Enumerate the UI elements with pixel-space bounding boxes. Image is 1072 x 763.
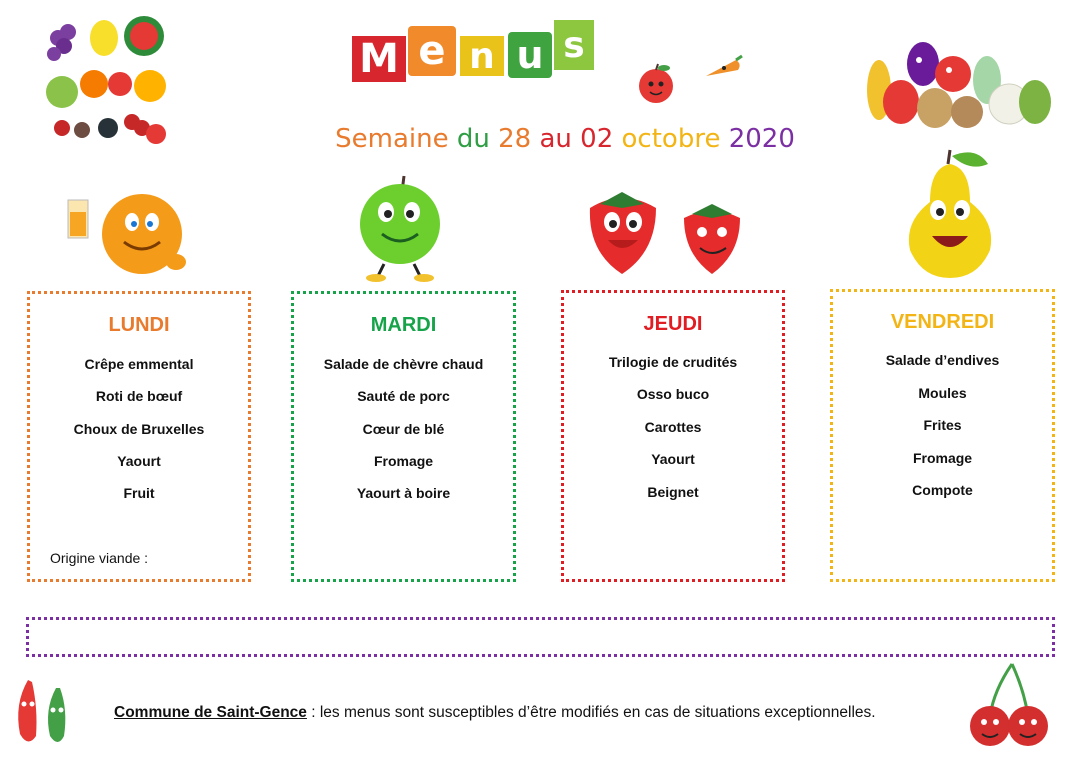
dish-item: Beignet xyxy=(647,484,699,500)
cherries-icon xyxy=(964,660,1060,752)
dish-item: Compote xyxy=(912,482,973,498)
dish-item: Fruit xyxy=(123,485,155,501)
title-letter-s: s xyxy=(554,20,594,70)
week-dates xyxy=(300,124,830,154)
dish-item: Salade d’endives xyxy=(885,352,1000,368)
dish-item: Roti de bœuf xyxy=(95,388,183,404)
dish-item: Choux de Bruxelles xyxy=(73,421,205,437)
dish-item: Fromage xyxy=(373,453,434,469)
dish-item: Moules xyxy=(918,385,967,401)
pear-mascot-icon xyxy=(900,146,1000,280)
dish-item: Cœur de blé xyxy=(362,421,445,437)
day-card-lundi xyxy=(27,291,251,582)
week-word-au: au xyxy=(539,124,572,154)
dish-item: Crêpe emmental xyxy=(84,356,194,372)
chili-peppers-icon xyxy=(10,674,82,750)
week-word-end-day: 02 xyxy=(580,124,614,154)
footer-text: : les menus sont susceptibles d’être modifiés en cas de situations exceptionnelles. xyxy=(306,704,876,721)
fruit-collage-icon xyxy=(38,10,168,145)
day-name: LUNDI xyxy=(108,314,170,336)
week-word-start-day: 28 xyxy=(498,124,532,154)
day-name: MARDI xyxy=(370,314,437,336)
dish-item: Osso buco xyxy=(636,386,710,402)
title-letter-u: u xyxy=(508,32,552,78)
dish-item: Carottes xyxy=(644,419,702,435)
week-word-du: du xyxy=(456,124,490,154)
origine-viande-label: Origine viande : xyxy=(50,550,149,566)
dish-item: Fromage xyxy=(912,450,973,466)
day-name: VENDREDI xyxy=(890,311,995,333)
title-letter-e: e xyxy=(408,26,456,76)
notes-box xyxy=(26,617,1055,657)
dish-item: Salade de chèvre chaud xyxy=(323,356,484,372)
footer-notice xyxy=(114,704,876,722)
title-letter-n: n xyxy=(460,36,504,76)
dish-item: Yaourt xyxy=(651,451,695,467)
strawberries-mascot-icon xyxy=(580,178,748,278)
week-word-year: 2020 xyxy=(728,124,795,154)
dish-item: Yaourt à boire xyxy=(356,485,451,501)
title-letter-m: M xyxy=(352,36,406,82)
vegetable-group-icon xyxy=(853,20,1053,132)
dish-item: Trilogie de crudités xyxy=(608,354,738,370)
orange-juice-mascot-icon xyxy=(62,186,194,280)
commune-name: Commune de Saint-Gence xyxy=(114,704,307,721)
dish-item: Sauté de porc xyxy=(357,388,450,404)
day-card-vendredi xyxy=(830,289,1055,582)
menus-title xyxy=(352,18,597,84)
day-name: JEUDI xyxy=(643,313,703,335)
dish-item: Yaourt xyxy=(117,453,161,469)
apple-mascot-icon xyxy=(634,62,680,108)
dish-item: Frites xyxy=(923,417,962,433)
day-card-jeudi xyxy=(561,290,785,582)
week-word-semaine: Semaine xyxy=(335,124,449,154)
green-apple-mascot-icon xyxy=(348,170,452,282)
week-word-month: octobre xyxy=(621,124,721,154)
carrot-mascot-icon xyxy=(702,54,744,84)
day-card-mardi xyxy=(291,291,516,582)
